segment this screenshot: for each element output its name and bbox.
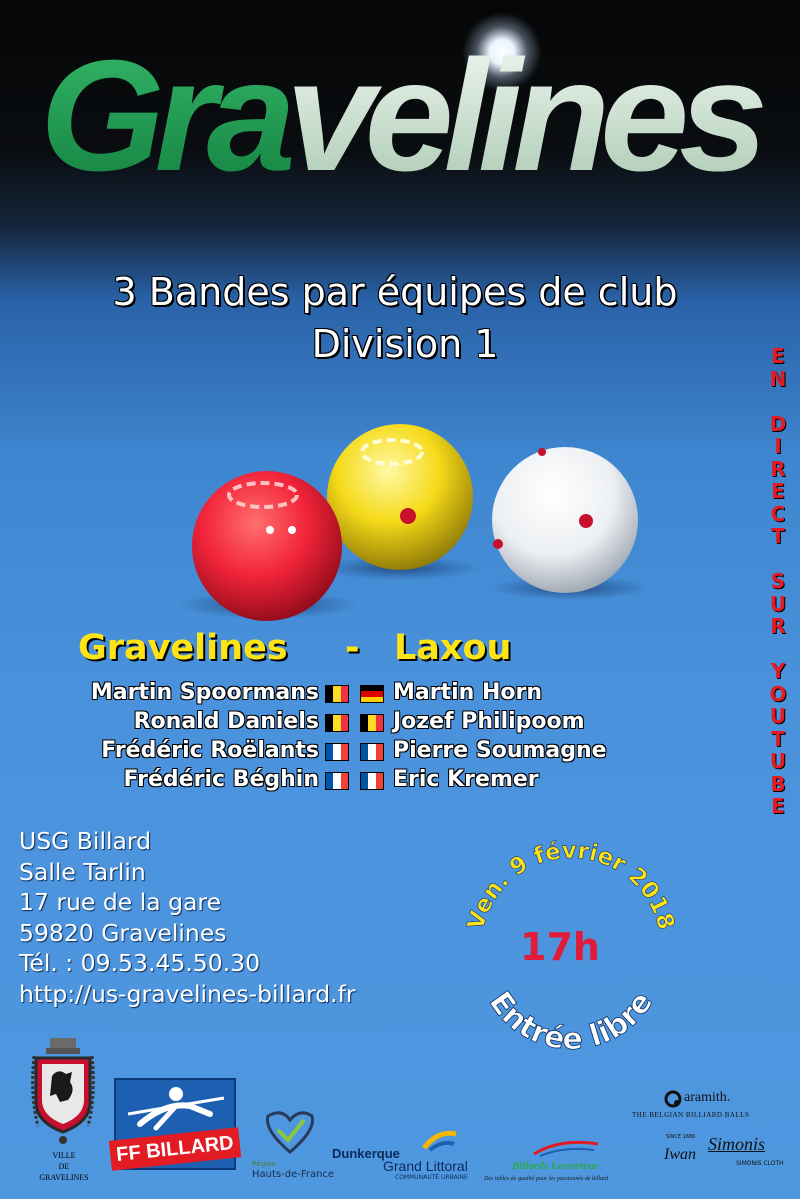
gravelines-coat-of-arms-icon	[28, 1036, 98, 1146]
simonis-signature-last: Simonis	[708, 1134, 766, 1154]
france-flag-icon	[325, 743, 349, 761]
home-player: Frédéric Béghin	[123, 767, 319, 792]
live-banner-gap	[760, 390, 796, 413]
grand-littoral-label: Grand Littoral	[383, 1158, 468, 1174]
live-banner-letter: O	[769, 681, 787, 706]
aramith-logo-icon	[664, 1090, 684, 1108]
billiard-player-icon	[126, 1084, 226, 1134]
live-banner-letter: I	[774, 434, 782, 458]
away-player: Pierre Soumagne	[393, 738, 607, 763]
live-banner-letter: C	[770, 501, 786, 526]
home-player: Ronald Daniels	[133, 709, 319, 734]
live-banner-letter: E	[771, 479, 785, 503]
city-postcode: 59820 Gravelines	[19, 918, 227, 947]
home-team: Gravelines	[78, 628, 288, 668]
dunkerque-logo-icon	[420, 1126, 460, 1152]
away-player: Eric Kremer	[393, 767, 539, 792]
player-row	[0, 767, 800, 796]
event-date: Ven. 9 février 2018	[463, 837, 679, 933]
aramith-label: aramith.	[684, 1090, 731, 1105]
logo-green-text: Gra	[40, 28, 283, 198]
live-banner-letter: U	[769, 749, 787, 773]
live-banner-letter: D	[769, 411, 787, 436]
france-flag-icon	[360, 772, 384, 790]
live-banner-letter: N	[769, 366, 787, 391]
event-title: 3 Bandes par équipes de club	[112, 270, 678, 314]
event-time: 17h	[520, 925, 600, 969]
live-banner-letter: S	[770, 569, 786, 593]
logo-light-text: velines	[285, 28, 752, 198]
simonis-since: SINCE 1680	[666, 1134, 696, 1140]
france-flag-icon	[325, 772, 349, 790]
player-row	[0, 738, 800, 767]
home-player: Martin Spoormans	[90, 680, 319, 705]
france-flag-icon	[360, 743, 384, 761]
live-banner-letter: T	[771, 726, 785, 751]
belgium-flag-icon	[360, 714, 384, 732]
away-player: Jozef Philipoom	[393, 709, 585, 734]
event-division: Division 1	[311, 322, 499, 366]
svg-text:Ven. 9 février 2018	[463, 838, 679, 933]
live-banner-letter: U	[769, 704, 787, 728]
billiard-balls-image	[170, 400, 670, 630]
live-banner-letter: B	[770, 771, 786, 796]
away-team: Laxou	[394, 628, 512, 668]
live-banner-gap	[760, 548, 796, 571]
belgium-flag-icon	[325, 685, 349, 703]
team-separator: -	[345, 628, 360, 668]
dunkerque-label: Dunkerque	[332, 1146, 400, 1161]
belgium-flag-icon	[325, 714, 349, 732]
player-row	[0, 680, 800, 709]
sponsor-bar	[0, 1030, 800, 1199]
phone-number: Tél. : 09.53.45.50.30	[19, 949, 261, 977]
live-banner-letter: U	[769, 591, 787, 616]
lesserteur-label: Billards Lesserteur	[512, 1160, 599, 1172]
ffb-label: FF BILLARD	[109, 1127, 241, 1170]
website-link[interactable]: http://us-gravelines-billard.fr	[19, 979, 356, 1008]
free-entry: Entrée libre	[481, 985, 661, 1050]
live-banner-letter: E	[771, 794, 785, 818]
ville-label: VILLE DE GRAVELINES	[39, 1151, 89, 1182]
lesserteur-logo-icon	[530, 1138, 602, 1160]
club-name: USG Billard	[19, 827, 152, 855]
ffb-logo	[114, 1078, 236, 1170]
region-small-label: Région	[252, 1160, 276, 1168]
live-banner-letter: Y	[770, 659, 786, 683]
live-banner-letter: R	[770, 614, 786, 638]
venue-address	[19, 826, 356, 1009]
gravelines-logo	[38, 28, 768, 198]
region-label: Hauts-de-France	[252, 1169, 335, 1180]
svg-text:Gravelines	[40, 28, 763, 198]
live-banner-letter: E	[771, 344, 785, 368]
away-player: Martin Horn	[393, 680, 543, 705]
communaute-urbaine-label: COMMUNAUTÉ URBAINE	[395, 1174, 468, 1181]
live-banner-gap	[760, 638, 796, 661]
player-row	[0, 709, 800, 738]
aramith-tagline: THE BELGIAN BILLIARD BALLS	[632, 1111, 750, 1119]
home-player: Frédéric Roëlants	[101, 738, 319, 763]
street-address: 17 rue de la gare	[19, 888, 222, 916]
hall-name: Salle Tarlin	[19, 857, 146, 886]
hauts-de-france-logo-icon	[262, 1106, 318, 1156]
live-banner-letter: T	[771, 524, 785, 548]
live-banner-letter: R	[770, 456, 786, 481]
simonis-signature-first: Iwan	[664, 1146, 696, 1163]
germany-flag-icon	[360, 685, 384, 703]
simonis-tagline: SIMONIS CLOTH	[736, 1160, 784, 1167]
lesserteur-tagline: Des tables de qualité pour les passionnés de billard	[484, 1176, 609, 1182]
